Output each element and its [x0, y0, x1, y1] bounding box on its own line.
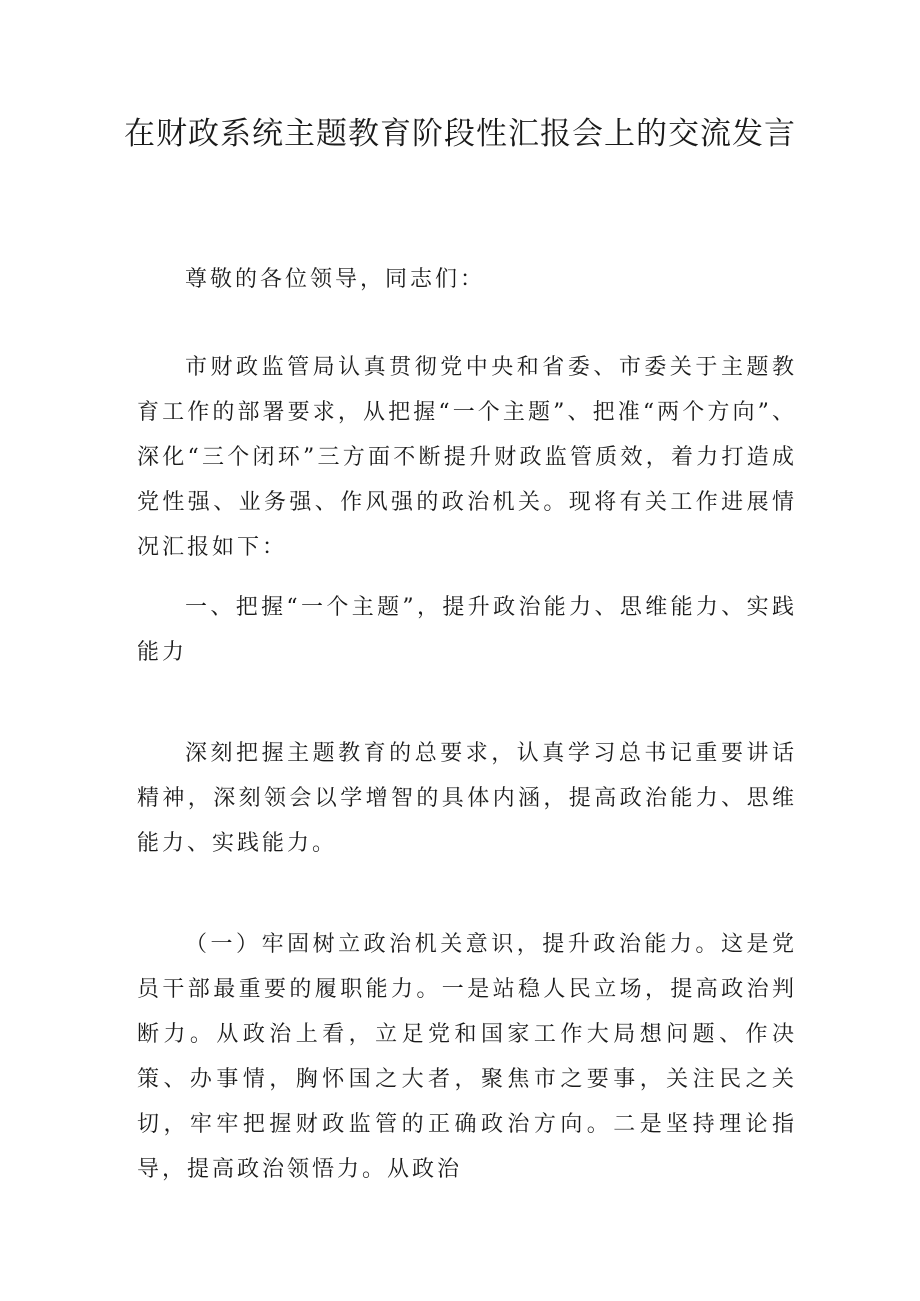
intro-paragraph: 市财政监管局认真贯彻党中央和省委、市委关于主题教育工作的部署要求，从把握“一个主题”、把准“两个方向”、深化“三个闭环”三方面不断提升财政监管质效，着力打造成党性强、业务强、作风强的政治机关。现将有关工作进展情况汇报如下： — [137, 355, 797, 560]
section-heading-1: 一、把握“一个主题”，提升政治能力、思维能力、实践能力 — [137, 595, 797, 665]
greeting: 尊敬的各位领导，同志们： — [185, 267, 486, 292]
subsection-1: （一）牢固树立政治机关意识，提升政治能力。这是党员干部最重要的履职能力。一是站稳人民立场，提高政治判断力。从政治上看，立足党和国家工作大局想问题、作决策、办事情，胸怀国之大者，聚焦市之要事，关注民之关切，牢牢把握财政监管的正确政治方向。二是坚持理论指导，提高政治领悟力。从政治 — [137, 932, 797, 1182]
section-body-1: 深刻把握主题教育的总要求，认真学习总书记重要讲话精神，深刻领会以学增智的具体内涵，提高政治能力、思维能力、实践能力。 — [137, 741, 797, 856]
document-title: 在财政系统主题教育阶段性汇报会上的交流发言 — [124, 116, 796, 152]
